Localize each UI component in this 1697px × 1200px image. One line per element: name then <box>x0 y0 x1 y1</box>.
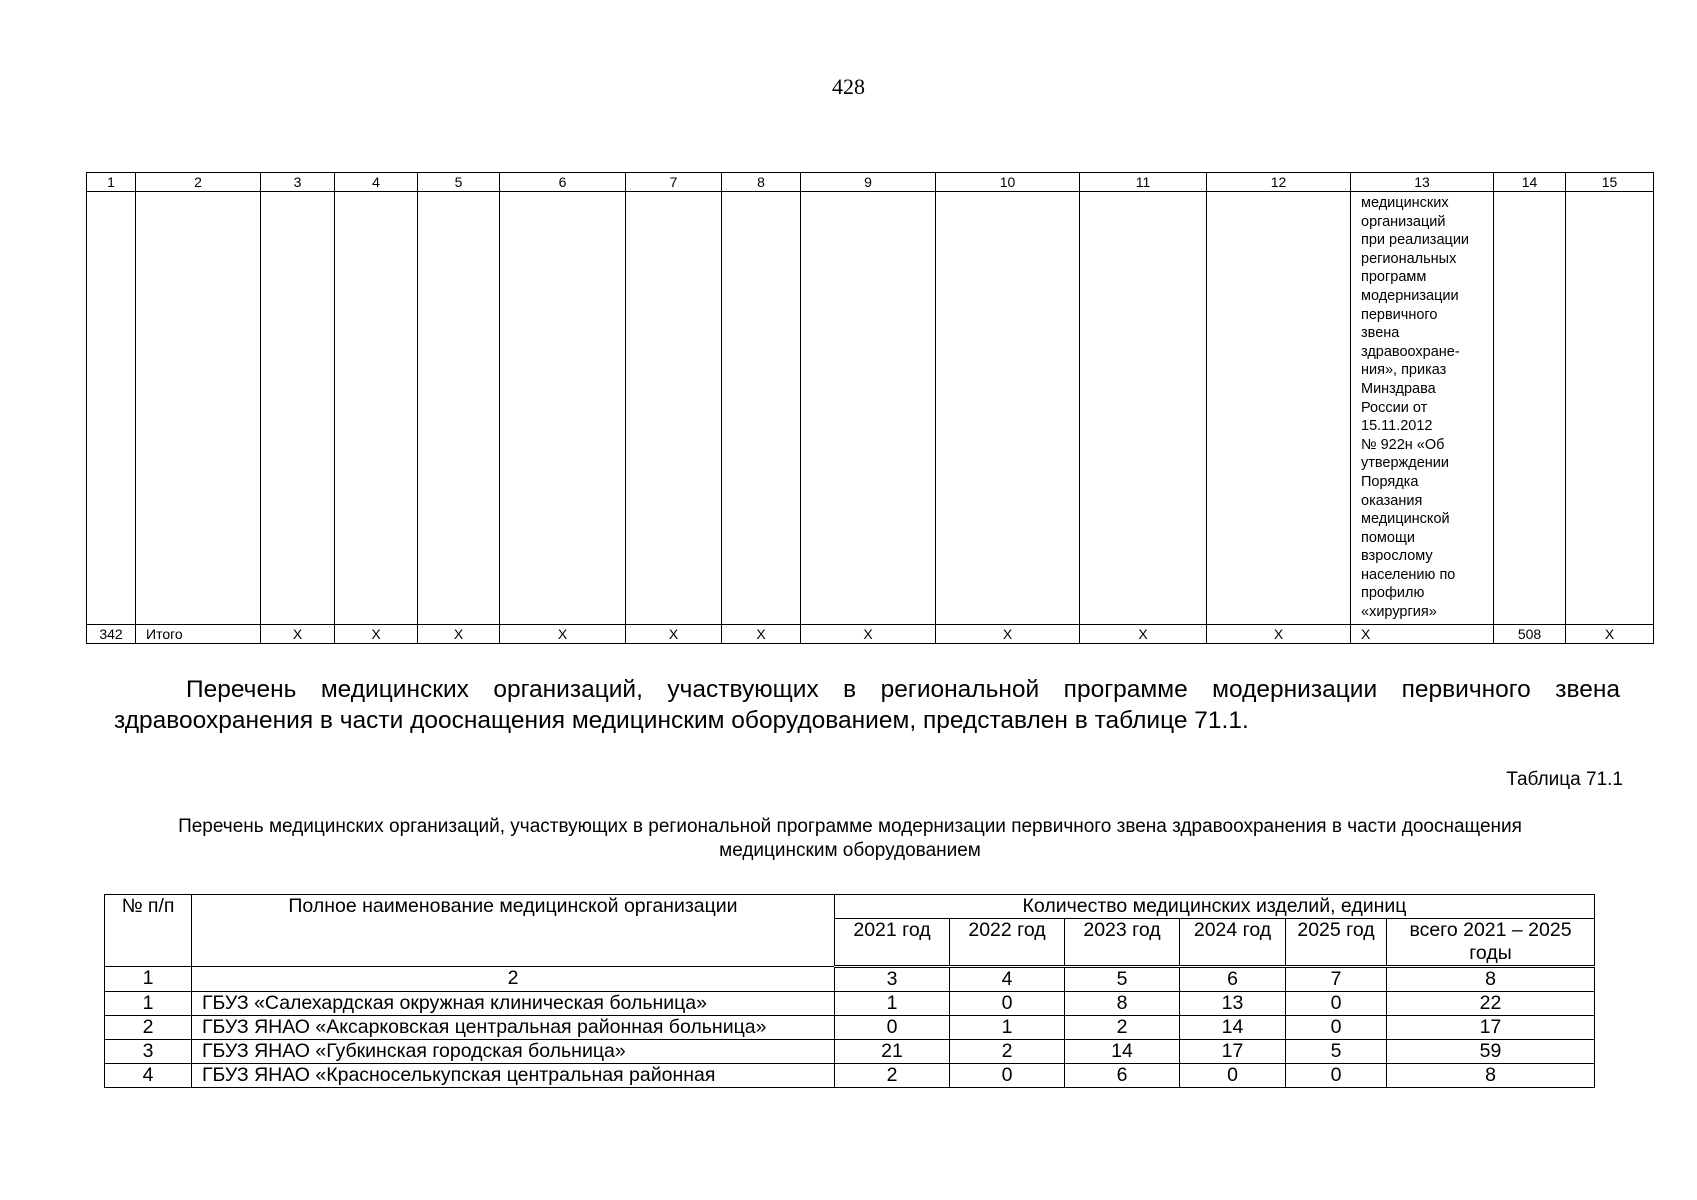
column-number: 6 <box>500 173 626 192</box>
header-year: 2024 год <box>1180 919 1286 967</box>
table-cell: 0 <box>835 1016 950 1040</box>
table-cell: 59 <box>1387 1040 1595 1064</box>
column-number: 7 <box>1286 967 1387 992</box>
table-cell: Х <box>1351 625 1494 644</box>
column-number: 4 <box>335 173 418 192</box>
table-cell: 8 <box>1387 1064 1595 1088</box>
column-number: 11 <box>1080 173 1207 192</box>
table-title: Перечень медицинских организаций, участвующих в региональной программе модернизации первичного звена здравоохранения в части дооснащения медицинским оборудованием <box>178 816 1522 861</box>
column-number: 2 <box>136 173 261 192</box>
table-row <box>105 1064 1595 1088</box>
row-number: 4 <box>105 1064 192 1088</box>
column-number: 12 <box>1207 173 1351 192</box>
table-row <box>105 992 1595 1016</box>
table-cell: Х <box>722 625 801 644</box>
table-cell: 0 <box>950 992 1065 1016</box>
table-cell: 21 <box>835 1040 950 1064</box>
table-cell: 0 <box>950 1064 1065 1088</box>
column-number: 9 <box>801 173 936 192</box>
table-cell: Х <box>1566 625 1654 644</box>
column-number: 7 <box>626 173 722 192</box>
table-row <box>105 1040 1595 1064</box>
row-number: 3 <box>105 1040 192 1064</box>
header-quantity: Количество медицинских изделий, единиц <box>835 895 1595 919</box>
column-number: 8 <box>1387 967 1595 992</box>
organization-name: ГБУЗ ЯНАО «Аксарковская центральная районная больница» <box>192 1016 835 1040</box>
table-cell: 1 <box>950 1016 1065 1040</box>
table-cell: 0 <box>1286 1016 1387 1040</box>
table-cell: 2 <box>835 1064 950 1088</box>
table-cell: 17 <box>1180 1040 1286 1064</box>
column-number: 10 <box>936 173 1080 192</box>
table-cell: 0 <box>1286 1064 1387 1088</box>
table-cell: 1 <box>835 992 950 1016</box>
table-cell: 17 <box>1387 1016 1595 1040</box>
table-cell: 13 <box>1180 992 1286 1016</box>
table-cell: 14 <box>1065 1040 1180 1064</box>
table-cell: Х <box>418 625 500 644</box>
table-cell: 5 <box>1286 1040 1387 1064</box>
column-number-row <box>105 967 1595 992</box>
table-row <box>105 1016 1595 1040</box>
row-number: 1 <box>105 992 192 1016</box>
table-cell: 22 <box>1387 992 1595 1016</box>
row-number: 2 <box>105 1016 192 1040</box>
legal-basis-cell: медицинских организаций при реализации региональных программ модернизации первичного звена здравоохране- ния», приказ Минздрава России от 15.11.2012 № 922н «Об утверждении Порядка оказания медицинской помощи взрослому населению по профилю «хирургия» <box>1351 192 1494 625</box>
table-cell: Х <box>335 625 418 644</box>
table-cell: 2 <box>950 1040 1065 1064</box>
table-cell: 14 <box>1180 1016 1286 1040</box>
header-name: Полное наименование медицинской организации <box>192 895 835 967</box>
total-label: Итого <box>136 625 261 644</box>
table-cell: Х <box>1207 625 1351 644</box>
header-num: № п/п <box>105 895 192 967</box>
table-cell: 0 <box>1286 992 1387 1016</box>
table-caption: Таблица 71.1 <box>1506 769 1623 790</box>
column-number: 14 <box>1494 173 1566 192</box>
column-number: 5 <box>1065 967 1180 992</box>
continuation-table <box>86 172 1654 644</box>
column-number: 1 <box>105 967 192 992</box>
organization-name: ГБУЗ ЯНАО «Губкинская городская больница» <box>192 1040 835 1064</box>
column-number: 3 <box>261 173 335 192</box>
column-number: 8 <box>722 173 801 192</box>
header-year: 2022 год <box>950 919 1065 967</box>
table-cell: Х <box>626 625 722 644</box>
table-row <box>87 192 1654 625</box>
column-number: 4 <box>950 967 1065 992</box>
table-header-row <box>87 173 1654 192</box>
column-number: 5 <box>418 173 500 192</box>
table-cell: Х <box>261 625 335 644</box>
table-header-row <box>105 895 1595 919</box>
table-cell: Х <box>1080 625 1207 644</box>
column-number: 15 <box>1566 173 1654 192</box>
table-cell: Х <box>936 625 1080 644</box>
equipment-table <box>104 894 1595 1088</box>
table-cell: Х <box>801 625 936 644</box>
header-total: всего 2021 – 2025 годы <box>1387 919 1595 967</box>
column-number: 6 <box>1180 967 1286 992</box>
column-number: 2 <box>192 967 835 992</box>
table-cell: 508 <box>1494 625 1566 644</box>
header-year: 2023 год <box>1065 919 1180 967</box>
table-cell: 0 <box>1180 1064 1286 1088</box>
column-number: 3 <box>835 967 950 992</box>
header-year: 2025 год <box>1286 919 1387 967</box>
organization-name: ГБУЗ «Салехардская окружная клиническая больница» <box>192 992 835 1016</box>
table-cell: Х <box>500 625 626 644</box>
table-cell: 8 <box>1065 992 1180 1016</box>
column-number: 13 <box>1351 173 1494 192</box>
table-cell: 342 <box>87 625 136 644</box>
total-row <box>87 625 1654 644</box>
table-cell: 6 <box>1065 1064 1180 1088</box>
column-number: 1 <box>87 173 136 192</box>
header-year: 2021 год <box>835 919 950 967</box>
body-paragraph: Перечень медицинских организаций, участвующих в региональной программе модернизации первичного звена здравоохранения в части дооснащения медицинским оборудованием, представлен в таблице 71.1. <box>114 676 1620 734</box>
table-cell: 2 <box>1065 1016 1180 1040</box>
page-number: 428 <box>832 74 865 99</box>
organization-name: ГБУЗ ЯНАО «Красноселькупская центральная районная <box>192 1064 835 1088</box>
